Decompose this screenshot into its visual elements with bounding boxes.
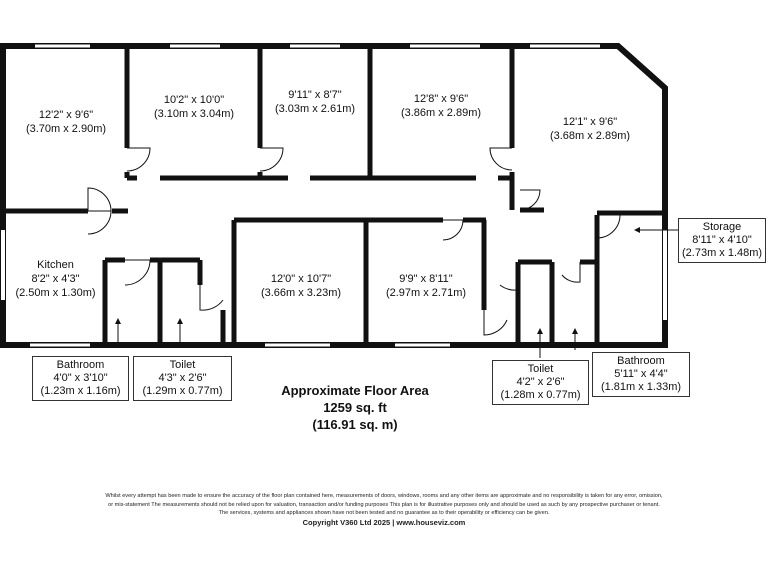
door-swing bbox=[490, 148, 512, 170]
door-swing bbox=[125, 260, 150, 285]
door-swing bbox=[520, 190, 540, 210]
disclaimer: Whilst every attempt has been made to ensure the accuracy of the floor plan contained here, measurements of doors, windows, rooms and any other items are approximate and no responsibility is taken for any error, omission, or mis-statement The measurements should not be relied upon for valuation, transaction and/or funding purposes This plan is for illustrative purposes only and should be used as such by any prospective purchaser or tenant. The services, systems and appliances shown have not been tested and no guarantee as to their operability or efficiency can be given. Copyright V360 Ltd 2025 | www.houseviz.com bbox=[20, 492, 748, 527]
toilet-left-callout: Toilet 4'3" x 2'6" (1.29m x 0.77m) bbox=[133, 356, 232, 401]
door-swing bbox=[127, 148, 150, 171]
floor-area-summary bbox=[255, 382, 455, 433]
storage-callout: Storage 8'11" x 4'10" (2.73m x 1.48m) bbox=[678, 218, 766, 263]
door-swing bbox=[88, 211, 111, 234]
copyright: Copyright V360 Ltd 2025 | www.houseviz.com bbox=[302, 517, 466, 527]
kitchen-label: Kitchen 8'2" x 4'3" (2.50m x 1.30m) bbox=[15, 259, 96, 299]
bathroom-left-callout: Bathroom 4'0" x 3'10" (1.23m x 1.16m) bbox=[32, 356, 129, 401]
floor-area-metric: (116.91 sq. m) bbox=[312, 417, 398, 432]
room-label: 12'1" x 9'6" (3.68m x 2.89m) bbox=[549, 116, 631, 142]
room-label: 9'11" x 8'7" (3.03m x 2.61m) bbox=[274, 89, 356, 115]
toilet-right-callout: Toilet 4'2" x 2'6" (1.28m x 0.77m) bbox=[492, 360, 589, 405]
floor-area-title: Approximate Floor Area bbox=[281, 383, 429, 398]
door-swing bbox=[500, 265, 518, 290]
room-label: 12'0" x 10'7" (3.66m x 3.23m) bbox=[260, 273, 342, 299]
bathroom-right-callout: Bathroom 5'11" x 4'4" (1.81m x 1.33m) bbox=[592, 352, 690, 397]
room-label: 10'2" x 10'0" (3.10m x 3.04m) bbox=[153, 94, 235, 120]
room-label: 12'2" x 9'6" (3.70m x 2.90m) bbox=[25, 109, 107, 135]
door-swing bbox=[88, 188, 111, 211]
door-swing bbox=[562, 262, 580, 282]
door-swing bbox=[260, 148, 283, 171]
room-label: 9'9" x 8'11" (2.97m x 2.71m) bbox=[385, 273, 467, 299]
door-swing bbox=[200, 285, 223, 310]
door-swing bbox=[597, 215, 620, 238]
door-swing bbox=[484, 310, 507, 335]
door-swing bbox=[443, 220, 463, 240]
floor-area-imperial: 1259 sq. ft bbox=[323, 400, 387, 415]
room-label: 12'8" x 9'6" (3.86m x 2.89m) bbox=[400, 93, 482, 119]
